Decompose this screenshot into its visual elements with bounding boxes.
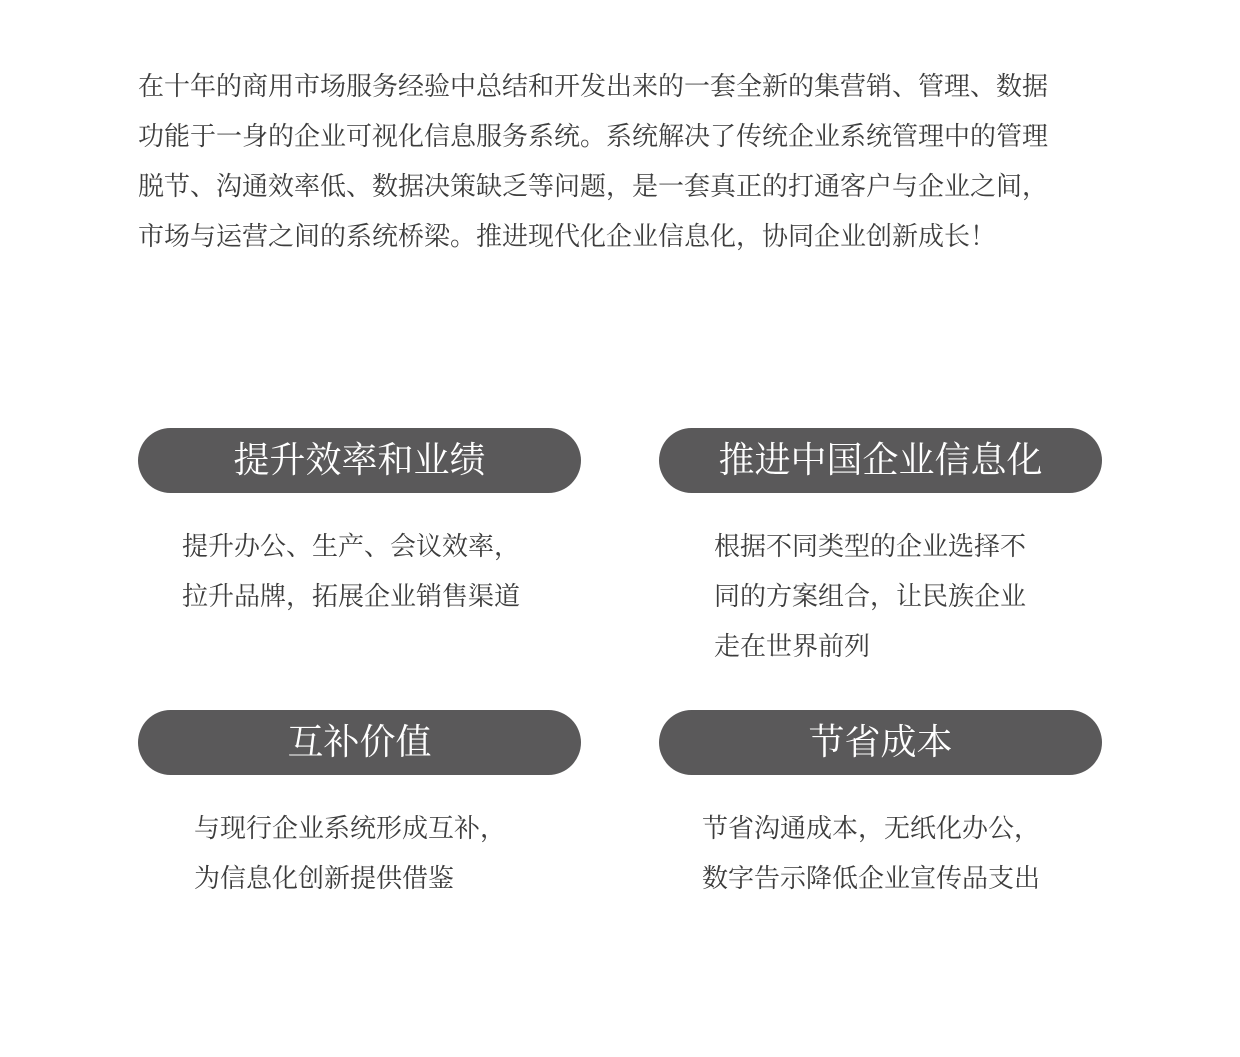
description-line: 根据不同类型的企业选择不 [714, 532, 1027, 562]
intro-paragraph [138, 62, 1098, 262]
feature-title-pill: 提升效率和业绩 [138, 428, 581, 493]
intro-line: 脱节、沟通效率低、数据决策缺乏等问题，是一套真正的打通客户与企业之间， [138, 172, 1049, 202]
intro-line: 市场与运营之间的系统桥梁。推进现代化企业信息化，协同企业创新成长！ [138, 222, 997, 252]
feature-cost-saving-description [702, 804, 1040, 904]
feature-title-pill: 互补价值 [138, 710, 581, 775]
feature-complementary-value [138, 710, 581, 775]
description-line: 为信息化创新提供借鉴 [194, 864, 455, 894]
feature-efficiency-description [182, 522, 520, 622]
description-line: 节省沟通成本，无纸化办公， [702, 814, 1041, 844]
description-line: 提升办公、生产、会议效率， [182, 532, 521, 562]
description-line: 与现行企业系统形成互补， [194, 814, 507, 844]
intro-line: 在十年的商用市场服务经验中总结和开发出来的一套全新的集营销、管理、数据 [138, 72, 1049, 102]
intro-line: 功能于一身的企业可视化信息服务系统。系统解决了传统企业系统管理中的管理 [138, 122, 1049, 152]
feature-complementary-value-description [194, 804, 506, 904]
feature-title-pill: 推进中国企业信息化 [659, 428, 1102, 493]
feature-cost-saving [659, 710, 1102, 775]
description-line: 走在世界前列 [714, 632, 871, 662]
feature-informatization [659, 428, 1102, 493]
feature-informatization-description [714, 522, 1026, 672]
description-line: 拉升品牌，拓展企业销售渠道 [182, 582, 521, 612]
description-line: 数字告示降低企业宣传品支出 [702, 864, 1041, 894]
feature-title-pill: 节省成本 [659, 710, 1102, 775]
feature-efficiency [138, 428, 581, 493]
description-line: 同的方案组合，让民族企业 [714, 582, 1027, 612]
